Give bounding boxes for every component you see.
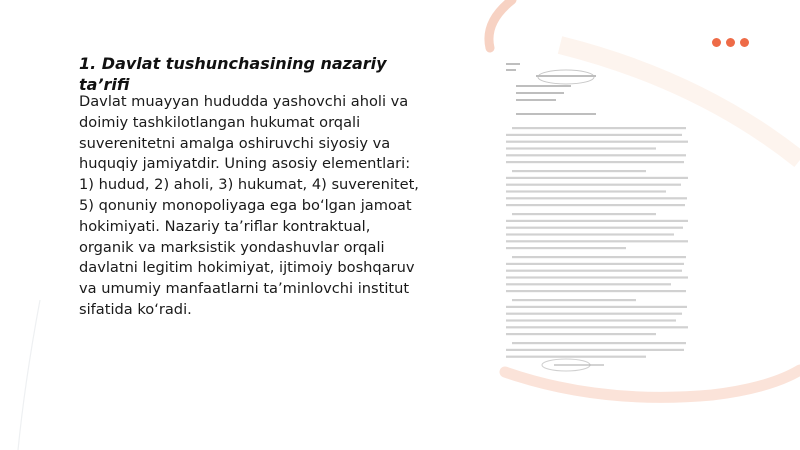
dot xyxy=(726,38,735,47)
dot xyxy=(740,38,749,47)
dot xyxy=(712,38,721,47)
scanned-document-page xyxy=(496,55,698,380)
three-dots-icon xyxy=(712,38,749,47)
slide-body-text: Davlat muayyan hududda yashovchi aholi va doimiy tashkilotlangan hukumat orqali suverenitetni amalga oshiruvchi siyosiy va huquqiy jamiyatdir. Uning asosiy elementlari: 1) hudud, 2) aholi, 3) hukumat, 4) suverenitet, 5) qonuniy monopoliyaga ega bo‘lgan jamoat hokimiyati. Nazariy ta’riflar kontraktual, organik va marksistik yondashuvlar orqali davlatni legitim hokimiyat, ijtimoiy boshqaruv va umumiy manfaatlarni ta’minlovchi institut sifatida ko‘radi. xyxy=(79,93,419,318)
slide-title: 1. Davlat tushunchasining nazariy ta’rifi xyxy=(79,54,387,94)
